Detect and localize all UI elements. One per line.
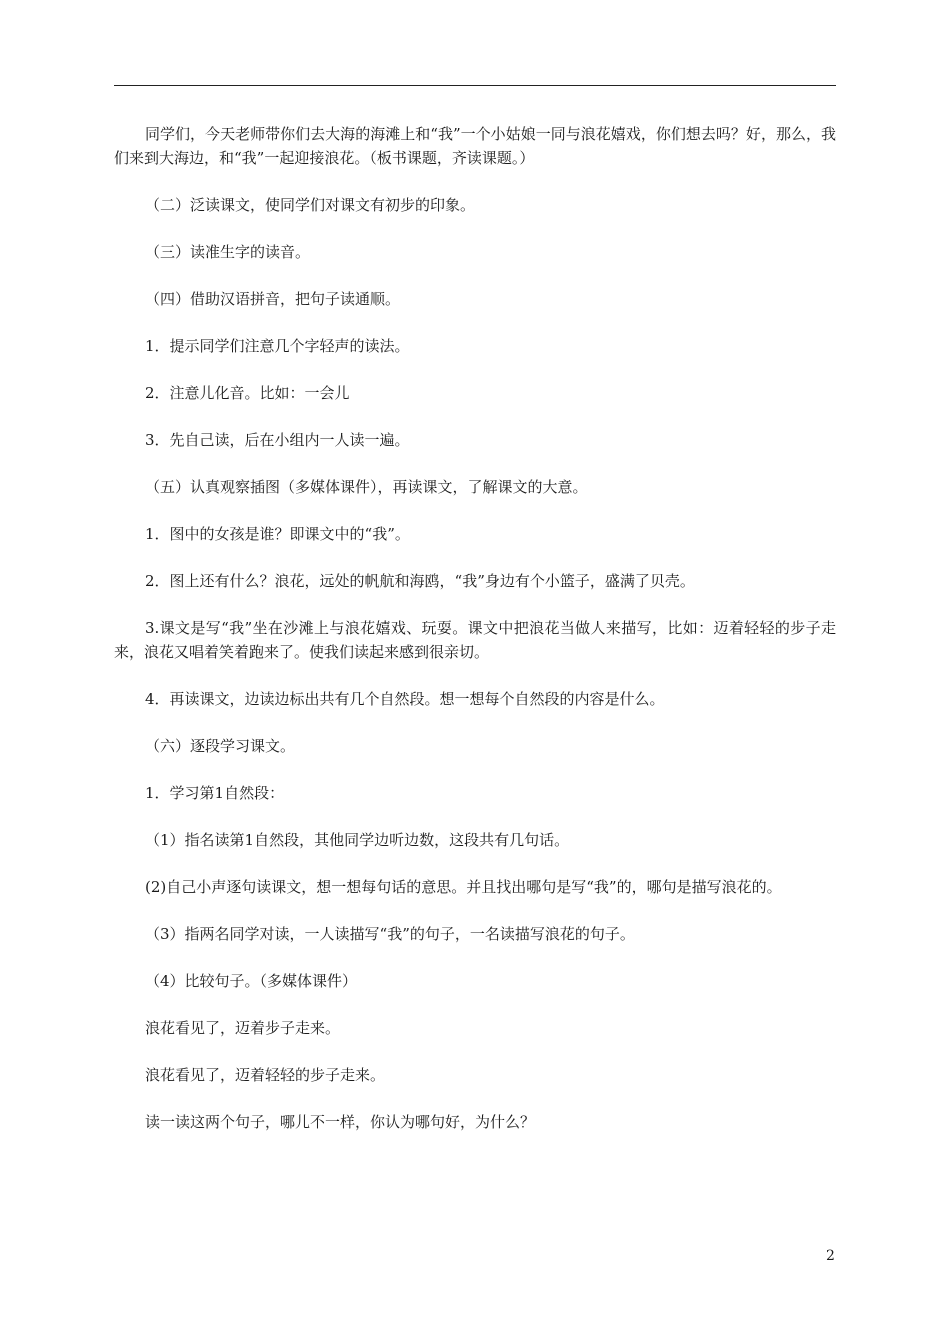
paragraph: 同学们，今天老师带你们去大海的海滩上和“我”一个小姑娘一同与浪花嬉戏，你们想去吗？好，那么，我们来到大海边，和“我”一起迎接浪花。（板书课题，齐读课题。）	[114, 125, 836, 167]
paragraph: （4）比较句子。（多媒体课件）	[145, 972, 358, 990]
paragraph: （四）借助汉语拼音，把句子读通顺。	[145, 290, 401, 308]
paragraph: （三）读准生字的读音。	[145, 243, 311, 261]
paragraph: （3）指两名同学对读，一人读描写“我”的句子，一名读描写浪花的句子。	[145, 925, 635, 943]
paragraph: 3．先自己读，后在小组内一人读一遍。	[145, 431, 410, 449]
paragraph: (2)自己小声逐句读课文，想一想每句话的意思。并且找出哪句是写“我”的，哪句是描写浪花的。	[145, 878, 782, 896]
paragraph: 4．再读课文，边读边标出共有几个自然段。想一想每个自然段的内容是什么。	[145, 690, 665, 708]
paragraph: 1．学习第1自然段：	[145, 784, 285, 802]
paragraph: 读一读这两个句子，哪儿不一样，你认为哪句好，为什么？	[145, 1113, 536, 1131]
paragraph: 浪花看见了，迈着轻轻的步子走来。	[145, 1066, 386, 1084]
paragraph: 3.课文是写“我”坐在沙滩上与浪花嬉戏、玩耍。课文中把浪花当做人来描写，比如：迈着轻轻的步子走来，浪花又唱着笑着跑来了。使我们读起来感到很亲切。	[114, 619, 836, 661]
paragraph: 1．提示同学们注意几个字轻声的读法。	[145, 337, 410, 355]
document-body	[114, 122, 836, 1157]
paragraph: （二）泛读课文，使同学们对课文有初步的印象。	[145, 196, 476, 214]
paragraph: 1．图中的女孩是谁？即课文中的“我”。	[145, 525, 410, 543]
header-rule	[114, 85, 836, 86]
paragraph: 2．图上还有什么？浪花，远处的帆航和海鸥，“我”身边有个小篮子，盛满了贝壳。	[145, 572, 695, 590]
paragraph: 2．注意儿化音。比如：一会儿	[145, 384, 350, 402]
paragraph: （五）认真观察插图（多媒体课件），再读课文，了解课文的大意。	[145, 478, 588, 496]
page-number: 2	[826, 1248, 835, 1264]
paragraph: 浪花看见了，迈着步子走来。	[145, 1019, 341, 1037]
paragraph: （1）指名读第1自然段，其他同学边听边数，这段共有几句话。	[145, 831, 570, 849]
paragraph: （六）逐段学习课文。	[145, 737, 296, 755]
